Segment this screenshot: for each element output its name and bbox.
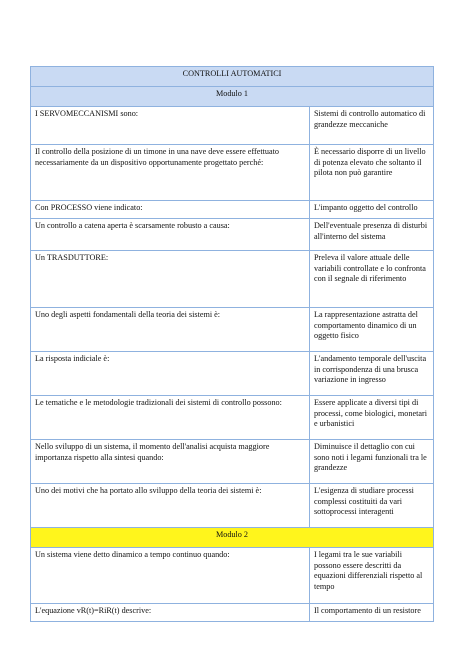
table-row	[31, 440, 434, 484]
module-2-header: Modulo 2	[31, 528, 434, 548]
table-row	[31, 145, 434, 201]
question-cell: La risposta indiciale è:	[31, 352, 310, 396]
question-cell: Il controllo della posizione di un timone in una nave deve essere effettuato necessariamente da un dispositivo opportunamente progettato perché:	[31, 145, 310, 201]
answer-cell: Diminuisce il dettaglio con cui sono noti i legami funzionali tra le grandezze	[310, 440, 434, 484]
question-cell: Un TRASDUTTORE:	[31, 251, 310, 308]
question-cell: Con PROCESSO viene indicato:	[31, 201, 310, 219]
question-cell: Nello sviluppo di un sistema, il momento dell'analisi acquista maggiore importanza rispetto alla sintesi quando:	[31, 440, 310, 484]
answer-cell: Il comportamento di un resistore	[310, 604, 434, 622]
title-row	[31, 67, 434, 87]
answer-cell: I legami tra le sue variabili possono essere descritti da equazioni differenziali rispetto al tempo	[310, 548, 434, 604]
table-row	[31, 107, 434, 145]
table-row	[31, 201, 434, 219]
answer-cell: Essere applicate a diversi tipi di processi, come biologici, monetari e urbanistici	[310, 396, 434, 440]
question-cell: L'equazione vR(t)=RiR(t) descrive:	[31, 604, 310, 622]
question-cell: Uno dei motivi che ha portato allo sviluppo della teoria dei sistemi è:	[31, 484, 310, 528]
question-cell: Un sistema viene detto dinamico a tempo continuo quando:	[31, 548, 310, 604]
table-title: CONTROLLI AUTOMATICI	[31, 67, 434, 87]
table-row	[31, 604, 434, 622]
answer-cell: L'esigenza di studiare processi complessi costituiti da vari sottoprocessi interagenti	[310, 484, 434, 528]
table-row	[31, 484, 434, 528]
answer-cell: È necessario disporre di un livello di potenza elevato che soltanto il pilota non può garantire	[310, 145, 434, 201]
quiz-table	[30, 66, 434, 622]
answer-cell: Dell'eventuale presenza di disturbi all'interno del sistema	[310, 219, 434, 251]
table-row	[31, 308, 434, 352]
question-cell: I SERVOMECCANISMI sono:	[31, 107, 310, 145]
answer-cell: Preleva il valore attuale delle variabili controllate e lo confronta con il segnale di riferimento	[310, 251, 434, 308]
answer-cell: L'andamento temporale dell'uscita in corrispondenza di una brusca variazione in ingresso	[310, 352, 434, 396]
table-row	[31, 548, 434, 604]
table-row	[31, 352, 434, 396]
question-cell: Uno degli aspetti fondamentali della teoria dei sistemi è:	[31, 308, 310, 352]
answer-cell: La rappresentazione astratta del comportamento dinamico di un oggetto fisico	[310, 308, 434, 352]
table-row	[31, 251, 434, 308]
answer-cell: Sistemi di controllo automatico di grandezze meccaniche	[310, 107, 434, 145]
module-1-row	[31, 87, 434, 107]
module-2-row	[31, 528, 434, 548]
module-1-header: Modulo 1	[31, 87, 434, 107]
question-cell: Un controllo a catena aperta è scarsamente robusto a causa:	[31, 219, 310, 251]
answer-cell: L'impanto oggetto del controllo	[310, 201, 434, 219]
table-row	[31, 396, 434, 440]
question-cell: Le tematiche e le metodologie tradizionali dei sistemi di controllo possono:	[31, 396, 310, 440]
table-row	[31, 219, 434, 251]
